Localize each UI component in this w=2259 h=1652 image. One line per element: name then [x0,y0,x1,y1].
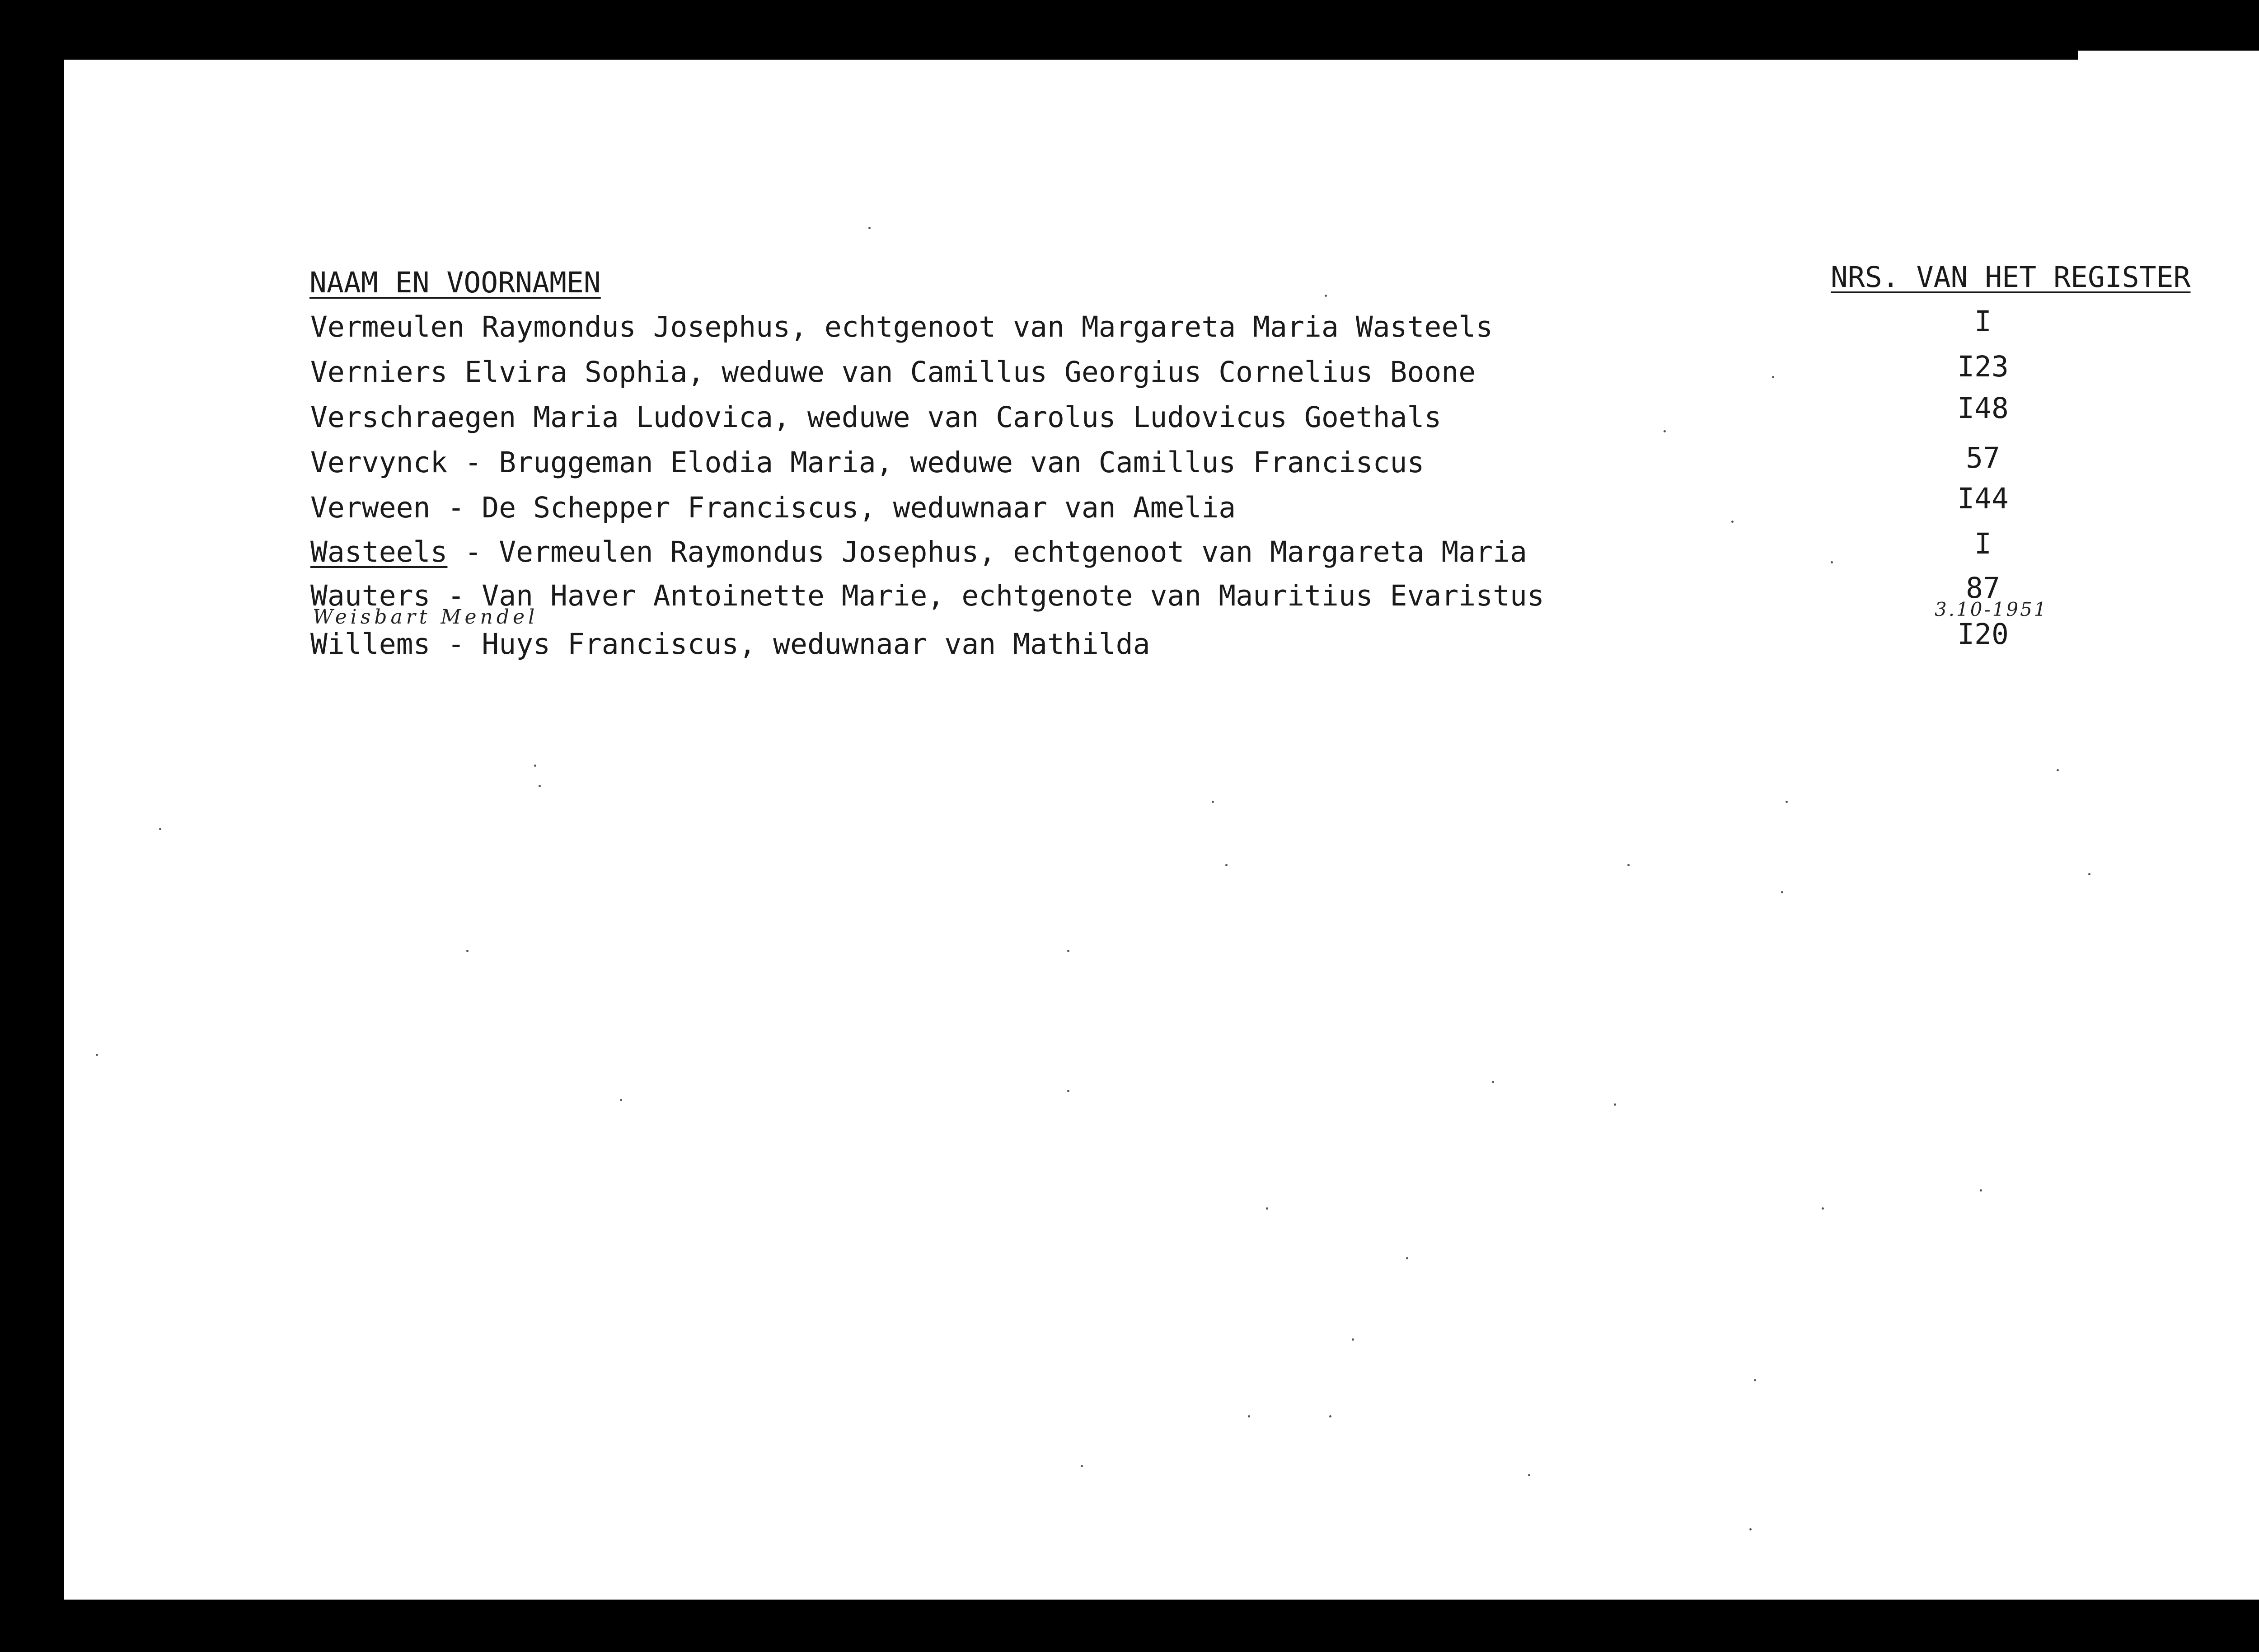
register-number: I44 [1957,482,2009,515]
register-number: 87 [1966,572,2000,605]
scan-speck [466,950,469,952]
scan-speck [1754,1379,1756,1381]
scan-speck [868,227,871,229]
entry-details: - Bruggeman Elodia Maria, weduwe van Camillus Franciscus [447,446,1425,479]
handwritten-name-note: Weisbart Mendel [313,605,539,629]
scan-speck [534,765,536,767]
scan-speck [1352,1338,1354,1341]
scan-speck [1822,1207,1824,1210]
scan-speck [1831,561,1833,563]
scan-speck [1664,430,1666,432]
entry-details: - Vermeulen Raymondus Josephus, echtgenoot van Margareta Maria [447,535,1527,568]
scan-speck [1627,864,1630,866]
register-number: I [1974,305,1992,338]
scan-speck [1406,1257,1408,1259]
scan-speck [96,1054,98,1056]
scan-speck [159,828,161,830]
scan-speck [1786,801,1788,803]
entry-details: Maria Ludovica, weduwe van Carolus Ludovicus Goethals [516,401,1442,434]
register-number: I23 [1957,350,2009,383]
entry-details: Elvira Sophia, weduwe van Camillus Georgius Cornelius Boone [447,356,1476,389]
entry-surname: Willems [310,628,431,661]
entry-surname-underlined: Wasteels [310,535,448,568]
entry-surname: Vermeulen [310,310,465,343]
scan-speck [539,785,541,787]
scan-speck [1749,1528,1752,1530]
register-entry [310,493,1236,522]
handwritten-date-note: 3.10-1951 [1935,598,2048,620]
scan-speck [1329,1415,1331,1417]
register-entry [310,448,1424,477]
register-number: 57 [1966,441,2000,474]
entry-details: - Van Haver Antoinette Marie, echtgenote van Mauritius Evaristus [430,579,1544,612]
scan-speck [1772,376,1774,378]
register-entry [310,310,1493,343]
scan-speck [620,1099,622,1101]
register-number: I48 [1957,392,2009,425]
register-entry [310,403,1441,432]
scan-speck [1067,950,1069,952]
entry-details: Raymondus Josephus, echtgenoot van Margareta Maria Wasteels [464,310,1493,343]
scan-speck [1266,1207,1268,1210]
scan-speck [1492,1081,1494,1083]
scan-speck [1325,295,1327,297]
entry-surname: Verween [310,491,431,524]
register-entry [310,628,1150,661]
register-number: I20 [1957,618,2009,651]
scan-speck [2088,873,2090,875]
scan-speck [1225,864,1228,866]
entry-surname: Vervynck [310,446,448,479]
scan-speck [1731,521,1734,523]
scan-speck [1528,1474,1530,1476]
scan-speck [1081,1465,1083,1467]
scan-speck [1781,891,1783,893]
scan-speck [1067,1090,1069,1092]
entry-details: - Huys Franciscus, weduwnaar van Mathilda [430,628,1150,661]
column-header-register-numbers: NRS. VAN HET REGISTER [1831,261,2191,294]
scan-speck [2057,769,2059,771]
document-page [69,60,2259,1600]
column-header-names: NAAM EN VOORNAMEN [309,266,601,299]
register-entry [310,535,1527,568]
scan-speck [1614,1103,1616,1106]
scan-speck [1980,1189,1982,1192]
entry-details: - De Schepper Franciscus, weduwnaar van Amelia [430,491,1236,524]
scan-speck [1212,801,1214,803]
entry-surname: Verschraegen [310,401,516,434]
register-entry [310,356,1476,389]
entry-surname: Verniers [310,356,448,389]
scan-speck [1248,1415,1250,1417]
entry-surname: Wauters [310,579,431,612]
register-number: I [1974,527,1992,560]
